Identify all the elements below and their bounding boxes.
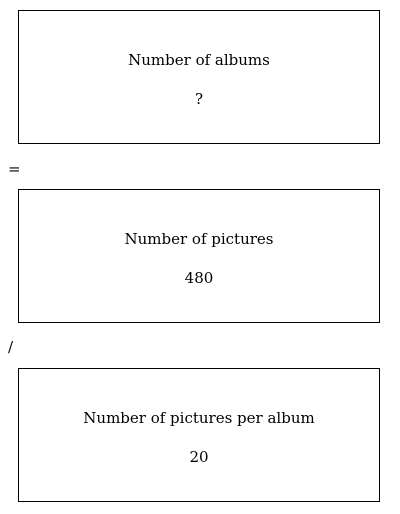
divide-operator: / [8,338,14,356]
box-value: 480 [184,269,214,287]
equals-operator: = [8,160,21,178]
box-label: Number of albums [128,51,270,69]
number-of-albums-box [18,10,380,144]
box-label: Number of pictures per album [83,409,315,427]
box-value: ? [194,90,204,108]
pictures-per-album-box [18,368,380,502]
box-label: Number of pictures [124,230,274,248]
number-of-pictures-box [18,189,380,323]
box-value: 20 [189,448,209,466]
